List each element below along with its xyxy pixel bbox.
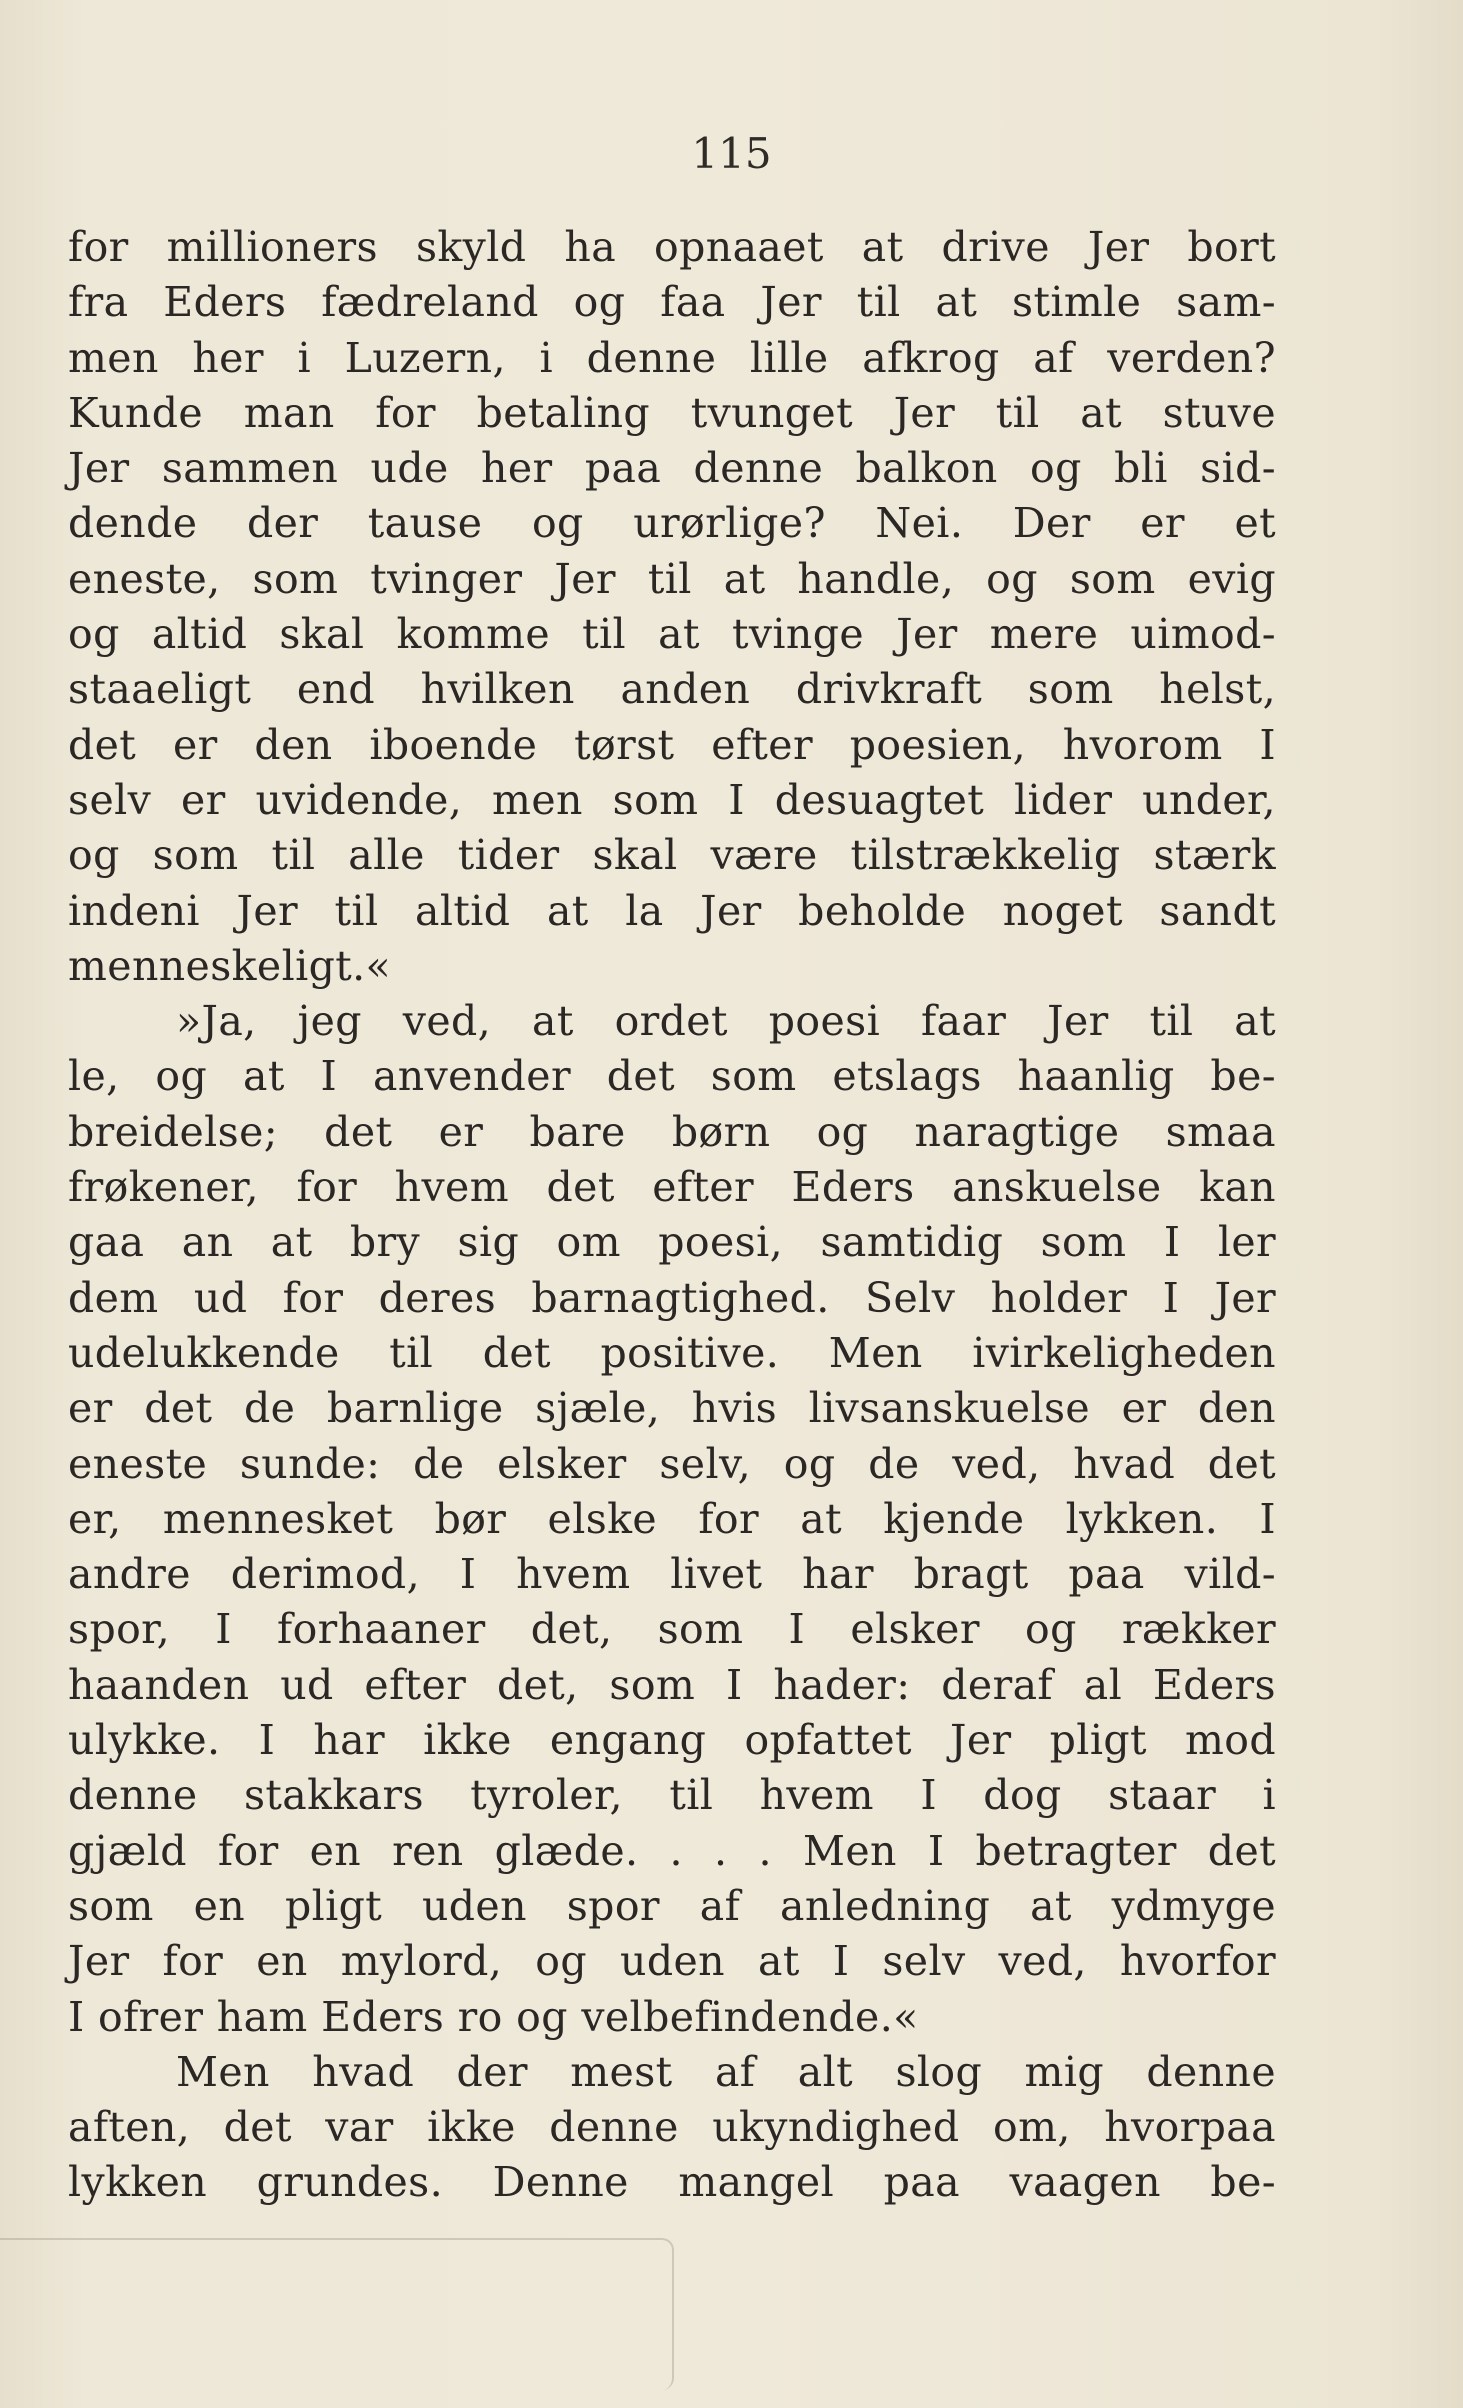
text-line: ulykke. I har ikke engang opfattet Jer pligt mod: [68, 1716, 1276, 1765]
text-line: fra Eders fædreland og faa Jer til at stimle sam-: [68, 278, 1276, 327]
text-line: eneste, som tvinger Jer til at handle, og som evig: [68, 554, 1276, 603]
text-line: dem ud for deres barnagtighed. Selv holder I Jer: [68, 1273, 1276, 1322]
text-line: det er den iboende tørst efter poesien, hvorom I: [68, 720, 1276, 769]
text-line: breidelse; det er bare børn og naragtige smaa: [68, 1107, 1276, 1156]
body-text: [68, 220, 1276, 2211]
text-line: gaa an at bry sig om poesi, samtidig som I ler: [68, 1218, 1276, 1267]
text-line: udelukkende til det positive. Men ivirkeligheden: [68, 1328, 1276, 1377]
text-line: Kunde man for betaling tvunget Jer til at stuve: [68, 388, 1276, 437]
page-edge-mark: [0, 2238, 674, 2390]
text-line: aften, det var ikke denne ukyndighed om, hvorpaa: [68, 2103, 1276, 2152]
text-line: for millioners skyld ha opnaaet at drive Jer bort: [68, 223, 1276, 271]
text-line: denne stakkars tyroler, til hvem I dog staar i: [68, 1771, 1276, 1820]
text-line: Jer sammen ude her paa denne balkon og bli sid-: [68, 444, 1276, 493]
text-line: Jer for en mylord, og uden at I selv ved, hvorfor: [68, 1937, 1276, 1986]
text-line: gjæld for en ren glæde. . . . Men I betragter det: [68, 1826, 1276, 1875]
text-line: og som til alle tider skal være tilstrækkelig stærk: [68, 831, 1276, 880]
text-line: dende der tause og urørlige? Nei. Der er et: [68, 499, 1276, 548]
text-line: haanden ud efter det, som I hader: deraf al Eders: [68, 1660, 1276, 1709]
text-line: andre derimod, I hvem livet har bragt paa vild-: [68, 1550, 1276, 1599]
text-line: lykken grundes. Denne mangel paa vaagen be-: [68, 2158, 1276, 2207]
text-line: eneste sunde: de elsker selv, og de ved, hvad det: [68, 1439, 1276, 1488]
text-line: men her i Luzern, i denne lille afkrog af verden?: [68, 333, 1276, 382]
text-line: indeni Jer til altid at la Jer beholde noget sandt: [68, 886, 1276, 935]
text-line: som en pligt uden spor af anledning at ydmyge: [68, 1881, 1276, 1930]
text-line: I ofrer ham Eders ro og velbefindende.«: [68, 1992, 919, 2041]
text-line: »Ja, jeg ved, at ordet poesi faar Jer til at: [176, 997, 1276, 1046]
page-number: 115: [691, 129, 772, 178]
text-line: frøkener, for hvem det efter Eders anskuelse kan: [68, 1163, 1276, 1212]
text-line: spor, I forhaaner det, som I elsker og rækker: [68, 1605, 1276, 1654]
text-line: er, mennesket bør elske for at kjende lykken. I: [68, 1494, 1276, 1543]
text-line: er det de barnlige sjæle, hvis livsanskuelse er den: [68, 1384, 1276, 1433]
text-line: staaeligt end hvilken anden drivkraft som helst,: [68, 665, 1276, 714]
text-line: le, og at I anvender det som etslags haanlig be-: [68, 1052, 1276, 1101]
text-line: Men hvad der mest af alt slog mig denne: [176, 2047, 1276, 2096]
text-line: selv er uvidende, men som I desuagtet lider under,: [68, 775, 1276, 824]
text-line: menneskeligt.«: [68, 941, 392, 990]
text-line: og altid skal komme til at tvinge Jer mere uimod-: [68, 610, 1276, 659]
